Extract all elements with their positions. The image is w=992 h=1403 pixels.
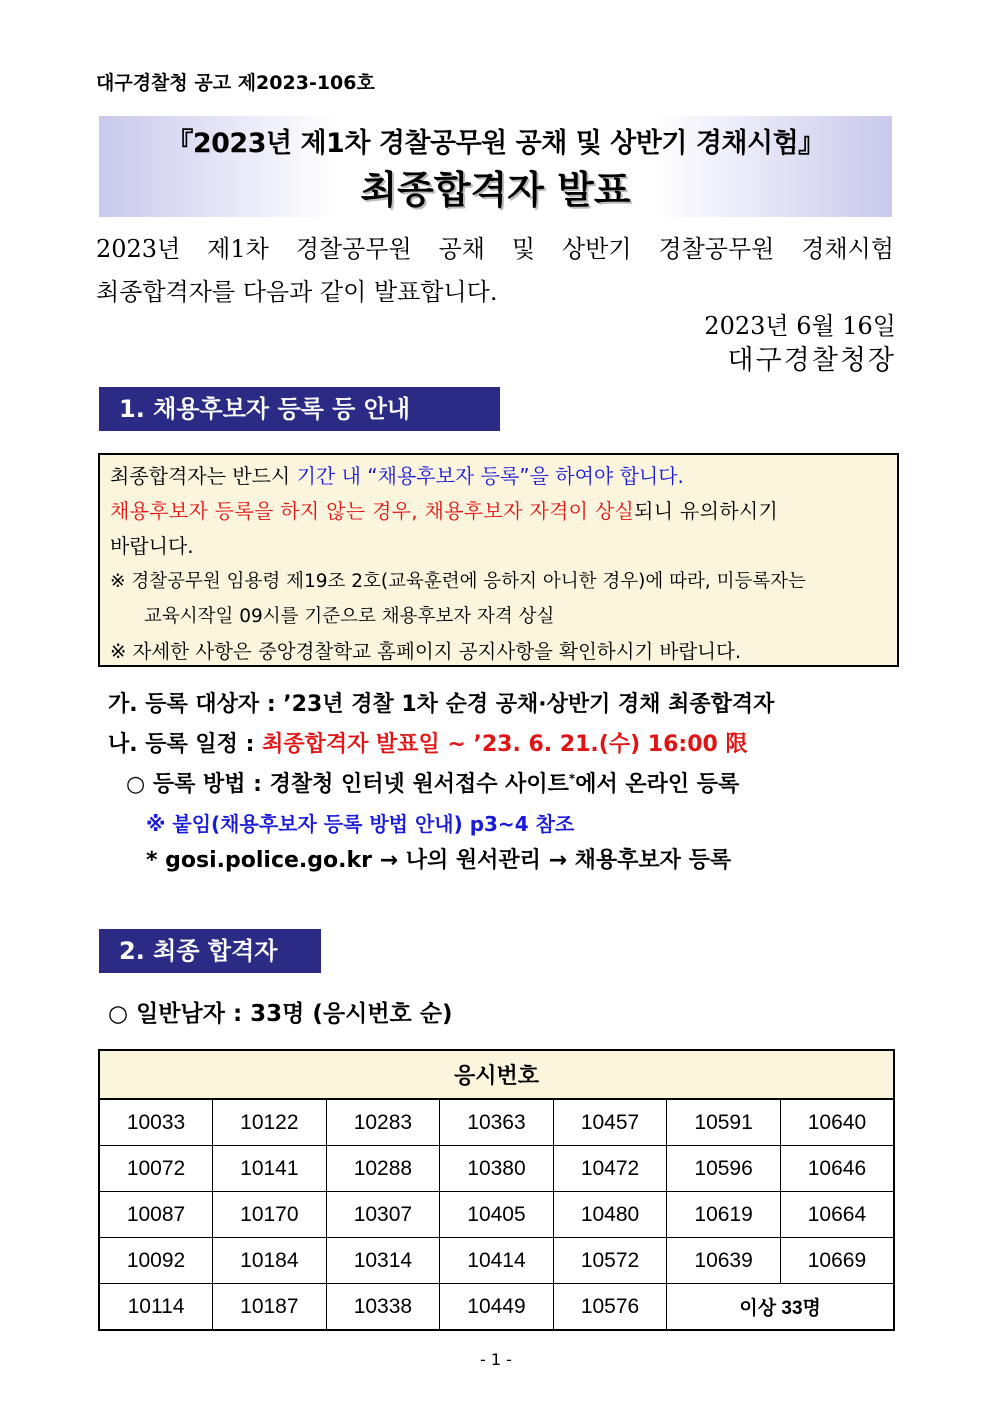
attachment-reference: ※ 붙임(채용후보자 등록 방법 안내) p3~4 참조 xyxy=(146,812,575,836)
table-row xyxy=(99,1192,894,1238)
exam-number-cell: 10472 xyxy=(553,1146,667,1192)
registration-schedule xyxy=(108,727,748,758)
table-row xyxy=(99,1238,894,1284)
exam-number-cell: 10414 xyxy=(440,1238,554,1284)
exam-number-cell: 10380 xyxy=(440,1146,554,1192)
registration-target: 가. 등록 대상자 : ’23년 경찰 1차 순경 공채·상반기 경채 최종합격자 xyxy=(108,692,775,717)
page-number: - 1 - xyxy=(480,1350,512,1369)
notice-line-1b: 기간 내 “채용후보자 등록”을 하여야 합니다. xyxy=(296,464,684,488)
exam-number-cell: 10480 xyxy=(553,1192,667,1238)
signer: 대구경찰청장 xyxy=(727,345,896,376)
exam-number-cell: 10457 xyxy=(553,1099,667,1146)
notice-number: 대구경찰청 공고 제2023-106호 xyxy=(96,72,375,94)
exam-number-cell: 10572 xyxy=(553,1238,667,1284)
results-body xyxy=(99,1099,894,1330)
total-count-cell: 이상 33명 xyxy=(667,1284,894,1331)
exam-number-cell: 10338 xyxy=(326,1284,440,1331)
notice-line-3: 바랍니다. xyxy=(110,534,194,558)
notice-line-6: ※ 자세한 사항은 중앙경찰학교 홈페이지 공지사항을 확인하시기 바랍니다. xyxy=(110,640,742,663)
exam-number-cell: 10288 xyxy=(326,1146,440,1192)
registration-method xyxy=(126,767,739,798)
notice-line-1 xyxy=(110,459,887,494)
exam-number-cell: 10639 xyxy=(667,1238,781,1284)
exam-number-cell: 10114 xyxy=(99,1284,213,1331)
exam-number-cell: 10184 xyxy=(213,1238,327,1284)
notice-line-2a: 채용후보자 등록을 하지 않는 경우, 채용후보자 자격이 상실 xyxy=(110,499,635,523)
exam-number-header: 응시번호 xyxy=(99,1050,894,1099)
intro-line-2: 최종합격자를 다음과 같이 발표합니다. xyxy=(96,278,498,306)
notice-line-2 xyxy=(110,494,887,529)
exam-number-cell: 10363 xyxy=(440,1099,554,1146)
exam-number-cell: 10619 xyxy=(667,1192,781,1238)
exam-number-cell: 10576 xyxy=(553,1284,667,1331)
exam-number-cell: 10170 xyxy=(213,1192,327,1238)
table-row xyxy=(99,1284,894,1331)
exam-number-cell: 10596 xyxy=(667,1146,781,1192)
exam-number-cell: 10092 xyxy=(99,1238,213,1284)
method-text-b: 에서 온라인 등록 xyxy=(575,772,740,797)
notice-line-2b: 되니 유의하시기 xyxy=(634,499,779,523)
exam-number-cell: 10307 xyxy=(326,1192,440,1238)
exam-number-cell: 10669 xyxy=(780,1238,894,1284)
exam-number-cell: 10591 xyxy=(667,1099,781,1146)
exam-number-cell: 10640 xyxy=(780,1099,894,1146)
exam-number-cell: 10664 xyxy=(780,1192,894,1238)
method-text-a: ○ 등록 방법 : 경찰청 인터넷 원서접수 사이트 xyxy=(126,772,569,797)
exam-number-cell: 10314 xyxy=(326,1238,440,1284)
notice-line-5: 교육시작일 09시를 기준으로 채용후보자 자격 상실 xyxy=(144,606,555,627)
section-1-heading: 1. 채용후보자 등록 등 안내 xyxy=(99,387,500,431)
exam-number-cell: 10072 xyxy=(99,1146,213,1192)
exam-number-cell: 10187 xyxy=(213,1284,327,1331)
table-header-row xyxy=(99,1050,894,1099)
exam-number-cell: 10087 xyxy=(99,1192,213,1238)
schedule-label: 나. 등록 일정 : xyxy=(108,732,263,757)
notice-line-1a: 최종합격자는 반드시 xyxy=(110,464,297,488)
exam-number-cell: 10122 xyxy=(213,1099,327,1146)
exam-number-cell: 10646 xyxy=(780,1146,894,1192)
exam-number-cell: 10283 xyxy=(326,1099,440,1146)
title-line-2: 최종합격자 발표 xyxy=(360,168,631,212)
intro-line-1: 2023년 제1차 경찰공무원 공채 및 상반기 경찰공무원 경채시험 xyxy=(96,235,894,263)
section-2-heading: 2. 최종 합격자 xyxy=(99,929,321,973)
table-row xyxy=(99,1146,894,1192)
announcement-date: 2023년 6월 16일 xyxy=(704,312,896,340)
exam-number-cell: 10449 xyxy=(440,1284,554,1331)
registration-notice-box xyxy=(98,453,899,667)
title-banner xyxy=(99,116,892,217)
general-male-subheading: ○ 일반남자 : 33명 (응시번호 순) xyxy=(108,1001,453,1027)
site-path: * gosi.police.go.kr → 나의 원서관리 → 채용후보자 등록 xyxy=(146,848,732,873)
exam-number-cell: 10405 xyxy=(440,1192,554,1238)
exam-number-cell: 10141 xyxy=(213,1146,327,1192)
exam-number-cell: 10033 xyxy=(99,1099,213,1146)
table-row xyxy=(99,1099,894,1146)
results-table xyxy=(98,1049,895,1331)
title-line-1: 『2023년 제1차 경찰공무원 공채 및 상반기 경채시험』 xyxy=(166,128,825,159)
schedule-value: 최종합격자 발표일 ~ ’23. 6. 21.(수) 16:00 限 xyxy=(262,732,748,757)
method-footnote-mark: * xyxy=(568,771,576,786)
notice-line-4: ※ 경찰공무원 임용령 제19조 2호(교육훈련에 응하지 아니한 경우)에 따라, 미등록자는 xyxy=(110,571,806,592)
